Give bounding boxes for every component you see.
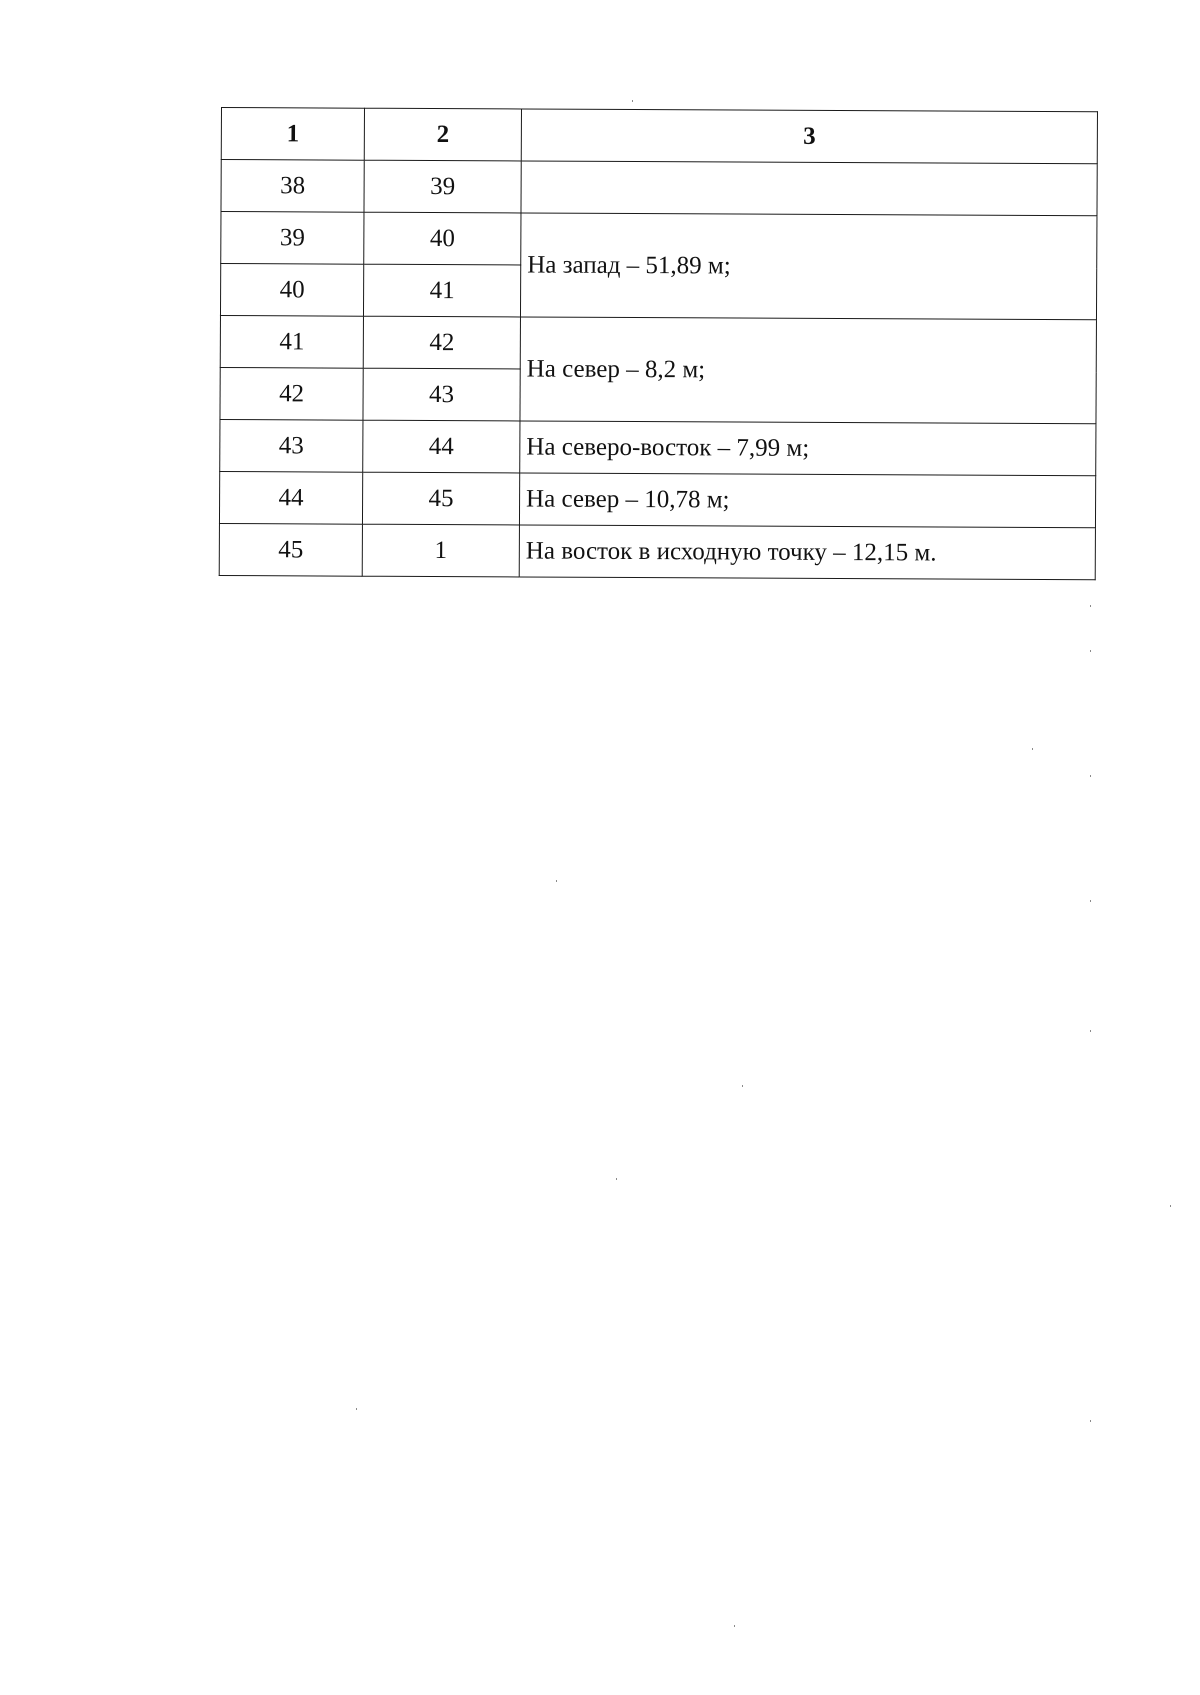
cell-from: 40 — [220, 264, 363, 317]
cell-from: 43 — [220, 419, 363, 472]
scan-speck — [556, 880, 557, 882]
scan-speck — [742, 1085, 743, 1087]
scan-speck — [734, 1625, 735, 1627]
cell-description: На восток в исходную точку – 12,15 м. — [519, 525, 1095, 580]
table-row — [220, 315, 1096, 371]
scan-speck — [1090, 900, 1091, 902]
scan-speck — [1170, 1205, 1171, 1207]
cell-to: 44 — [363, 420, 520, 473]
scan-speck — [616, 1178, 617, 1180]
scan-speck — [1090, 605, 1091, 607]
cell-from: 41 — [220, 315, 363, 368]
header-col-3: 3 — [521, 109, 1097, 164]
cell-to: 45 — [362, 472, 519, 525]
scan-speck — [1090, 775, 1091, 777]
cell-description: На запад – 51,89 м; — [520, 213, 1097, 320]
cell-description: На север – 10,78 м; — [519, 473, 1095, 528]
cell-to: 41 — [363, 264, 520, 317]
table-row — [220, 419, 1096, 475]
scan-speck — [632, 100, 633, 102]
cell-to: 40 — [364, 212, 521, 265]
table-row — [221, 160, 1097, 216]
cell-from: 39 — [221, 212, 364, 265]
cell-description: На север – 8,2 м; — [520, 317, 1097, 424]
table-row — [219, 523, 1095, 579]
scan-speck — [1090, 1030, 1091, 1032]
table-row — [219, 471, 1095, 527]
cell-description: На северо-восток – 7,99 м; — [520, 421, 1096, 476]
table-header-row — [221, 108, 1097, 164]
cell-from: 38 — [221, 160, 364, 213]
cell-to: 42 — [363, 316, 520, 369]
cell-to: 43 — [363, 368, 520, 421]
cell-to: 39 — [364, 160, 521, 213]
header-col-2: 2 — [364, 108, 521, 161]
scan-speck — [1090, 1420, 1091, 1422]
cell-description — [521, 161, 1097, 216]
scan-speck — [1032, 748, 1033, 750]
cell-to: 1 — [362, 524, 519, 577]
scan-speck — [356, 1408, 357, 1410]
cell-from: 45 — [219, 523, 362, 576]
header-col-1: 1 — [221, 108, 364, 161]
cell-from: 44 — [219, 471, 362, 524]
table-row — [221, 212, 1097, 268]
cell-from: 42 — [220, 367, 363, 420]
scan-speck — [1090, 650, 1091, 652]
boundary-description-table — [219, 107, 1098, 580]
